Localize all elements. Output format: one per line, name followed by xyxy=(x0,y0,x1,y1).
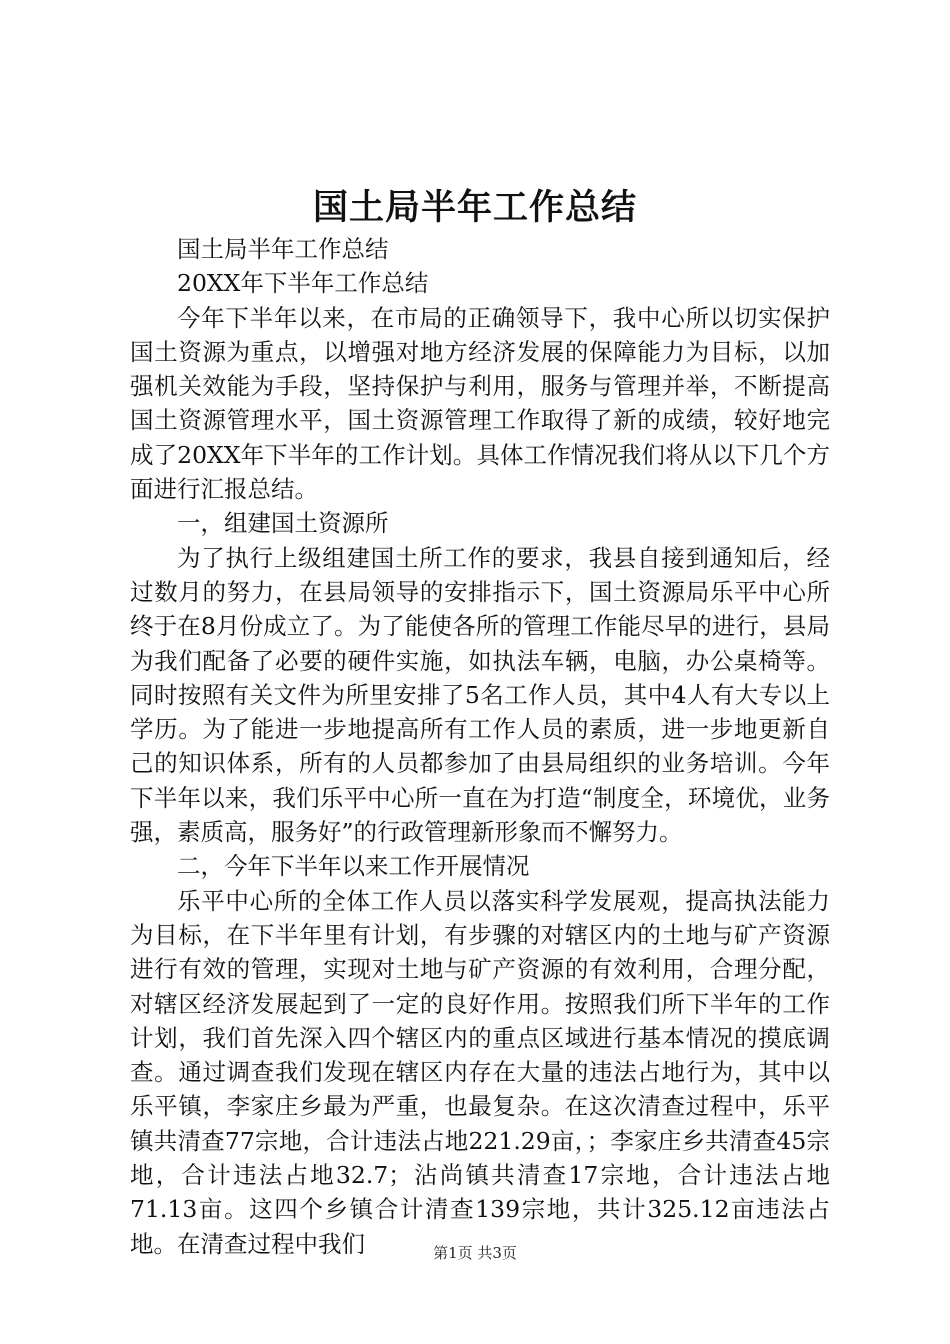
section-heading-1: 一，组建国土资源所 xyxy=(177,509,389,538)
paragraph-intro: 今年下半年以来，在市局的正确领导下，我中心所以切实保护国土资源为重点，以增强对地方经济发展的保障能力为目标，以加强机关效能为手段，坚持保护与利用，服务与管理并举，不断提高国土资源管理水平，国土资源管理工作取得了新的成绩，较好地完成了20XX年下半年的工作计划。具体工作情况我们将从以下几个方面进行汇报总结。 xyxy=(130,303,830,504)
paragraph-section-2: 乐平中心所的全体工作人员以落实科学发展观，提高执法能力为目标，在下半年里有计划，有步骤的对辖区内的土地与矿产资源进行有效的管理，实现对土地与矿产资源的有效利用，合理分配，对辖区经济发展起到了一定的良好作用。按照我们所下半年的工作计划，我们首先深入四个辖区内的重点区域进行基本情况的摸底调查。通过调查我们发现在辖区内存在大量的违法占地行为，其中以乐平镇，李家庄乡最为严重，也最复杂。在这次清查过程中，乐平镇共清查77宗地，合计违法占地221.29亩，；李家庄乡共清查45宗地，合计违法占地32.7；沾尚镇共清查17宗地，合计违法占地71.13亩。这四个乡镇合计清查139宗地，共计325.12亩违法占地。在清查过程中我们 xyxy=(130,886,830,1258)
paragraph-subtitle: 国土局半年工作总结 xyxy=(177,235,389,263)
paragraph-subtitle-year: 20XX年下半年工作总结 xyxy=(177,269,429,298)
document-title: 国土局半年工作总结 xyxy=(312,187,637,228)
document-body xyxy=(130,232,830,1261)
section-heading-2: 二，今年下半年以来工作开展情况 xyxy=(177,852,530,881)
paragraph-section-1: 为了执行上级组建国土所工作的要求，我县自接到通知后，经过数月的努力，在县局领导的安排指示下，国土资源局乐平中心所终于在8月份成立了。为了能使各所的管理工作能尽早的进行，县局为我们配备了必要的硬件实施，如执法车辆，电脑，办公桌椅等。同时按照有关文件为所里安排了5名工作人员，其中4人有大专以上学历。为了能进一步地提高所有工作人员的素质，进一步地更新自己的知识体系，所有的人员都参加了由县局组织的业务培训。今年下半年以来，我们乐平中心所一直在为打造“制度全，环境优，业务强，素质高，服务好”的行政管理新形象而不懈努力。 xyxy=(130,543,830,847)
page-number-footer: 第1页 共3页 xyxy=(433,1244,517,1262)
